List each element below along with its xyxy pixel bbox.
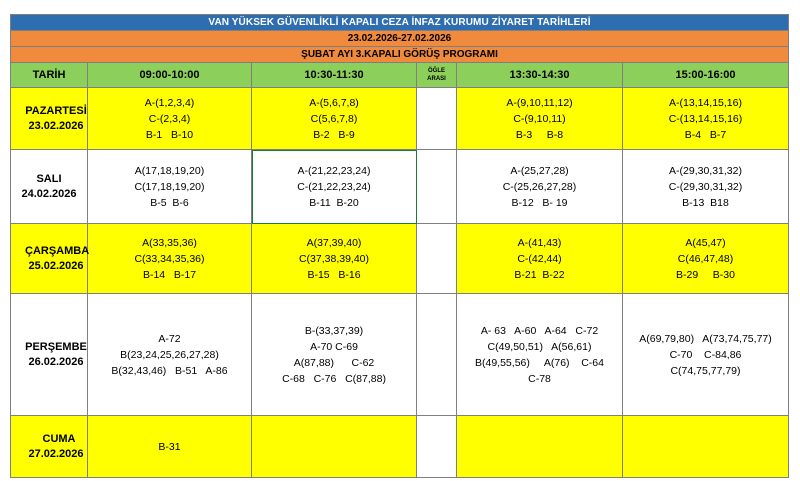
lunch-break-line1: ÖĞLE [427, 68, 445, 74]
slot-line: A-(5,6,7,8) [309, 96, 359, 109]
slot-line: B-21 B-22 [514, 268, 565, 281]
slot-cell[interactable] [457, 88, 623, 150]
slot-line: C-(21,22,23,24) [297, 180, 371, 193]
day-date: 25.02.2026 [28, 259, 84, 272]
day-cell[interactable] [11, 88, 88, 150]
slot-cell[interactable] [457, 294, 623, 416]
slot-line: A(45,47) [685, 236, 726, 249]
lunch-break-cell [417, 224, 457, 294]
day-name: SALI [36, 172, 62, 185]
slot-line: B-2 B-9 [313, 128, 355, 141]
slot-cell[interactable] [252, 224, 417, 294]
slot-line: A- 63 A-60 A-64 C-72 [480, 324, 599, 337]
column-header-row [11, 63, 789, 88]
slot-cell[interactable] [457, 224, 623, 294]
slot-line: B-12 B- 19 [511, 196, 568, 209]
slot-cell[interactable] [623, 224, 789, 294]
program-title: ŞUBAT AYI 3.KAPALI GÖRÜŞ PROGRAMI [11, 47, 789, 63]
day-name: ÇARŞAMBA [25, 244, 90, 257]
header-date: TARİH [11, 63, 88, 88]
slot-cell[interactable] [623, 294, 789, 416]
slot-line: C-(29,30,31,32) [668, 180, 743, 193]
day-name: PERŞEMBE [25, 340, 87, 353]
header-slot-2: 10:30-11:30 [252, 63, 417, 88]
slot-line: B-15 B-16 [307, 268, 361, 281]
slot-cell[interactable] [623, 150, 789, 224]
slot-line: C(74,75,77,79) [670, 364, 741, 377]
slot-cell[interactable] [457, 150, 623, 224]
lunch-break-cell [417, 294, 457, 416]
day-date: 27.02.2026 [28, 447, 84, 460]
day-cell[interactable] [11, 150, 88, 224]
slot-line: B-(33,37,39) [304, 324, 364, 337]
date-range: 23.02.2026-27.02.2026 [11, 31, 789, 47]
slot-line: A-72 [158, 332, 181, 345]
slot-line: B(32,43,46) B-51 A-86 [111, 364, 228, 377]
slot-line: A(33,35,36) [142, 236, 197, 249]
slot-line: C-(25,26,27,28) [502, 180, 577, 193]
slot-line: A-(9,10,11,12) [506, 96, 573, 109]
slot-line: B-29 B-30 [676, 268, 735, 281]
slot-cell[interactable] [623, 416, 789, 478]
table-row [11, 150, 789, 224]
schedule-title: VAN YÜKSEK GÜVENLİKLİ KAPALI CEZA İNFAZ KURUMU ZİYARET TARİHLERİ [11, 15, 789, 31]
lunch-break-cell [417, 150, 457, 224]
slot-line: B(49,55,56) A(76) C-64 [475, 356, 604, 369]
visit-schedule-table [10, 14, 789, 478]
table-row [11, 224, 789, 294]
date-range-row [11, 31, 789, 47]
slot-line: C(17,18,19,20) [134, 180, 205, 193]
slot-line: A-(25,27,28) [510, 164, 569, 177]
slot-line: C-(9,10,11) [513, 112, 566, 125]
lunch-break-cell [417, 88, 457, 150]
slot-line: A-(1,2,3,4) [144, 96, 195, 109]
day-date: 24.02.2026 [21, 187, 77, 200]
day-date: 26.02.2026 [28, 355, 84, 368]
lunch-break-cell [417, 416, 457, 478]
header-lunch-break [417, 63, 457, 88]
slot-cell[interactable] [88, 150, 252, 224]
table-row [11, 294, 789, 416]
slot-line: A-(13,14,15,16) [669, 96, 742, 109]
slot-cell[interactable] [252, 416, 417, 478]
slot-line: B-31 [158, 440, 181, 453]
slot-line: C-68 C-76 C(87,88) [282, 372, 386, 385]
day-cell[interactable] [11, 294, 88, 416]
slot-line: C(49,50,51) A(56,61) [487, 340, 592, 353]
slot-line: A-70 C-69 [310, 340, 358, 353]
slot-line: A(17,18,19,20) [134, 164, 205, 177]
slot-line: C-(2,3,4) [148, 112, 191, 125]
day-name: PAZARTESİ [25, 104, 87, 117]
slot-cell[interactable] [88, 88, 252, 150]
slot-cell[interactable] [88, 294, 252, 416]
title-row [11, 15, 789, 31]
slot-line: C(37,38,39,40) [298, 252, 370, 265]
slot-line: C(46,47,48) [677, 252, 734, 265]
slot-line: C-70 C-84,86 [669, 348, 742, 361]
slot-line: B-14 B-17 [142, 268, 197, 281]
slot-line: A-(21,22,23,24) [297, 164, 371, 177]
header-slot-4: 15:00-16:00 [623, 63, 789, 88]
slot-cell[interactable] [88, 224, 252, 294]
slot-line: B-5 B-6 [150, 196, 189, 209]
slot-line: B-11 B-20 [309, 196, 359, 209]
slot-line: C-(42,44) [517, 252, 562, 265]
lunch-break-line2: ARASI [427, 76, 446, 82]
day-name: CUMA [42, 432, 76, 445]
slot-line: B-1 B-10 [145, 128, 194, 141]
slot-cell[interactable] [252, 88, 417, 150]
program-row [11, 47, 789, 63]
slot-line: B-13 B18 [682, 196, 729, 209]
slot-line: B(23,24,25,26,27,28) [120, 348, 219, 361]
slot-line: A(69,79,80) A(73,74,75,77) [639, 332, 772, 345]
header-slot-1: 09:00-10:00 [88, 63, 252, 88]
slot-line: C(33,34,35,36) [134, 252, 205, 265]
slot-line: A-(29,30,31,32) [669, 164, 742, 177]
slot-line: C(5,6,7,8) [310, 112, 358, 125]
day-cell[interactable] [11, 224, 88, 294]
slot-line: B-3 B-8 [515, 128, 564, 141]
selected-slot-cell[interactable] [252, 150, 417, 224]
slot-line: A(87,88) C-62 [293, 356, 375, 369]
slot-cell[interactable] [88, 416, 252, 478]
slot-line: A-(41,43) [517, 236, 562, 249]
table-row [11, 88, 789, 150]
slot-line: B-4 B-7 [684, 128, 727, 141]
header-slot-3: 13:30-14:30 [457, 63, 623, 88]
slot-cell[interactable] [623, 88, 789, 150]
table-row [11, 416, 789, 478]
day-cell[interactable] [11, 416, 88, 478]
slot-line: C-78 [528, 372, 551, 385]
slot-cell[interactable] [457, 416, 623, 478]
slot-cell[interactable] [252, 294, 417, 416]
slot-line: A(37,39,40) [306, 236, 362, 249]
day-date: 23.02.2026 [28, 119, 84, 132]
slot-line: C-(13,14,15,16) [668, 112, 743, 125]
